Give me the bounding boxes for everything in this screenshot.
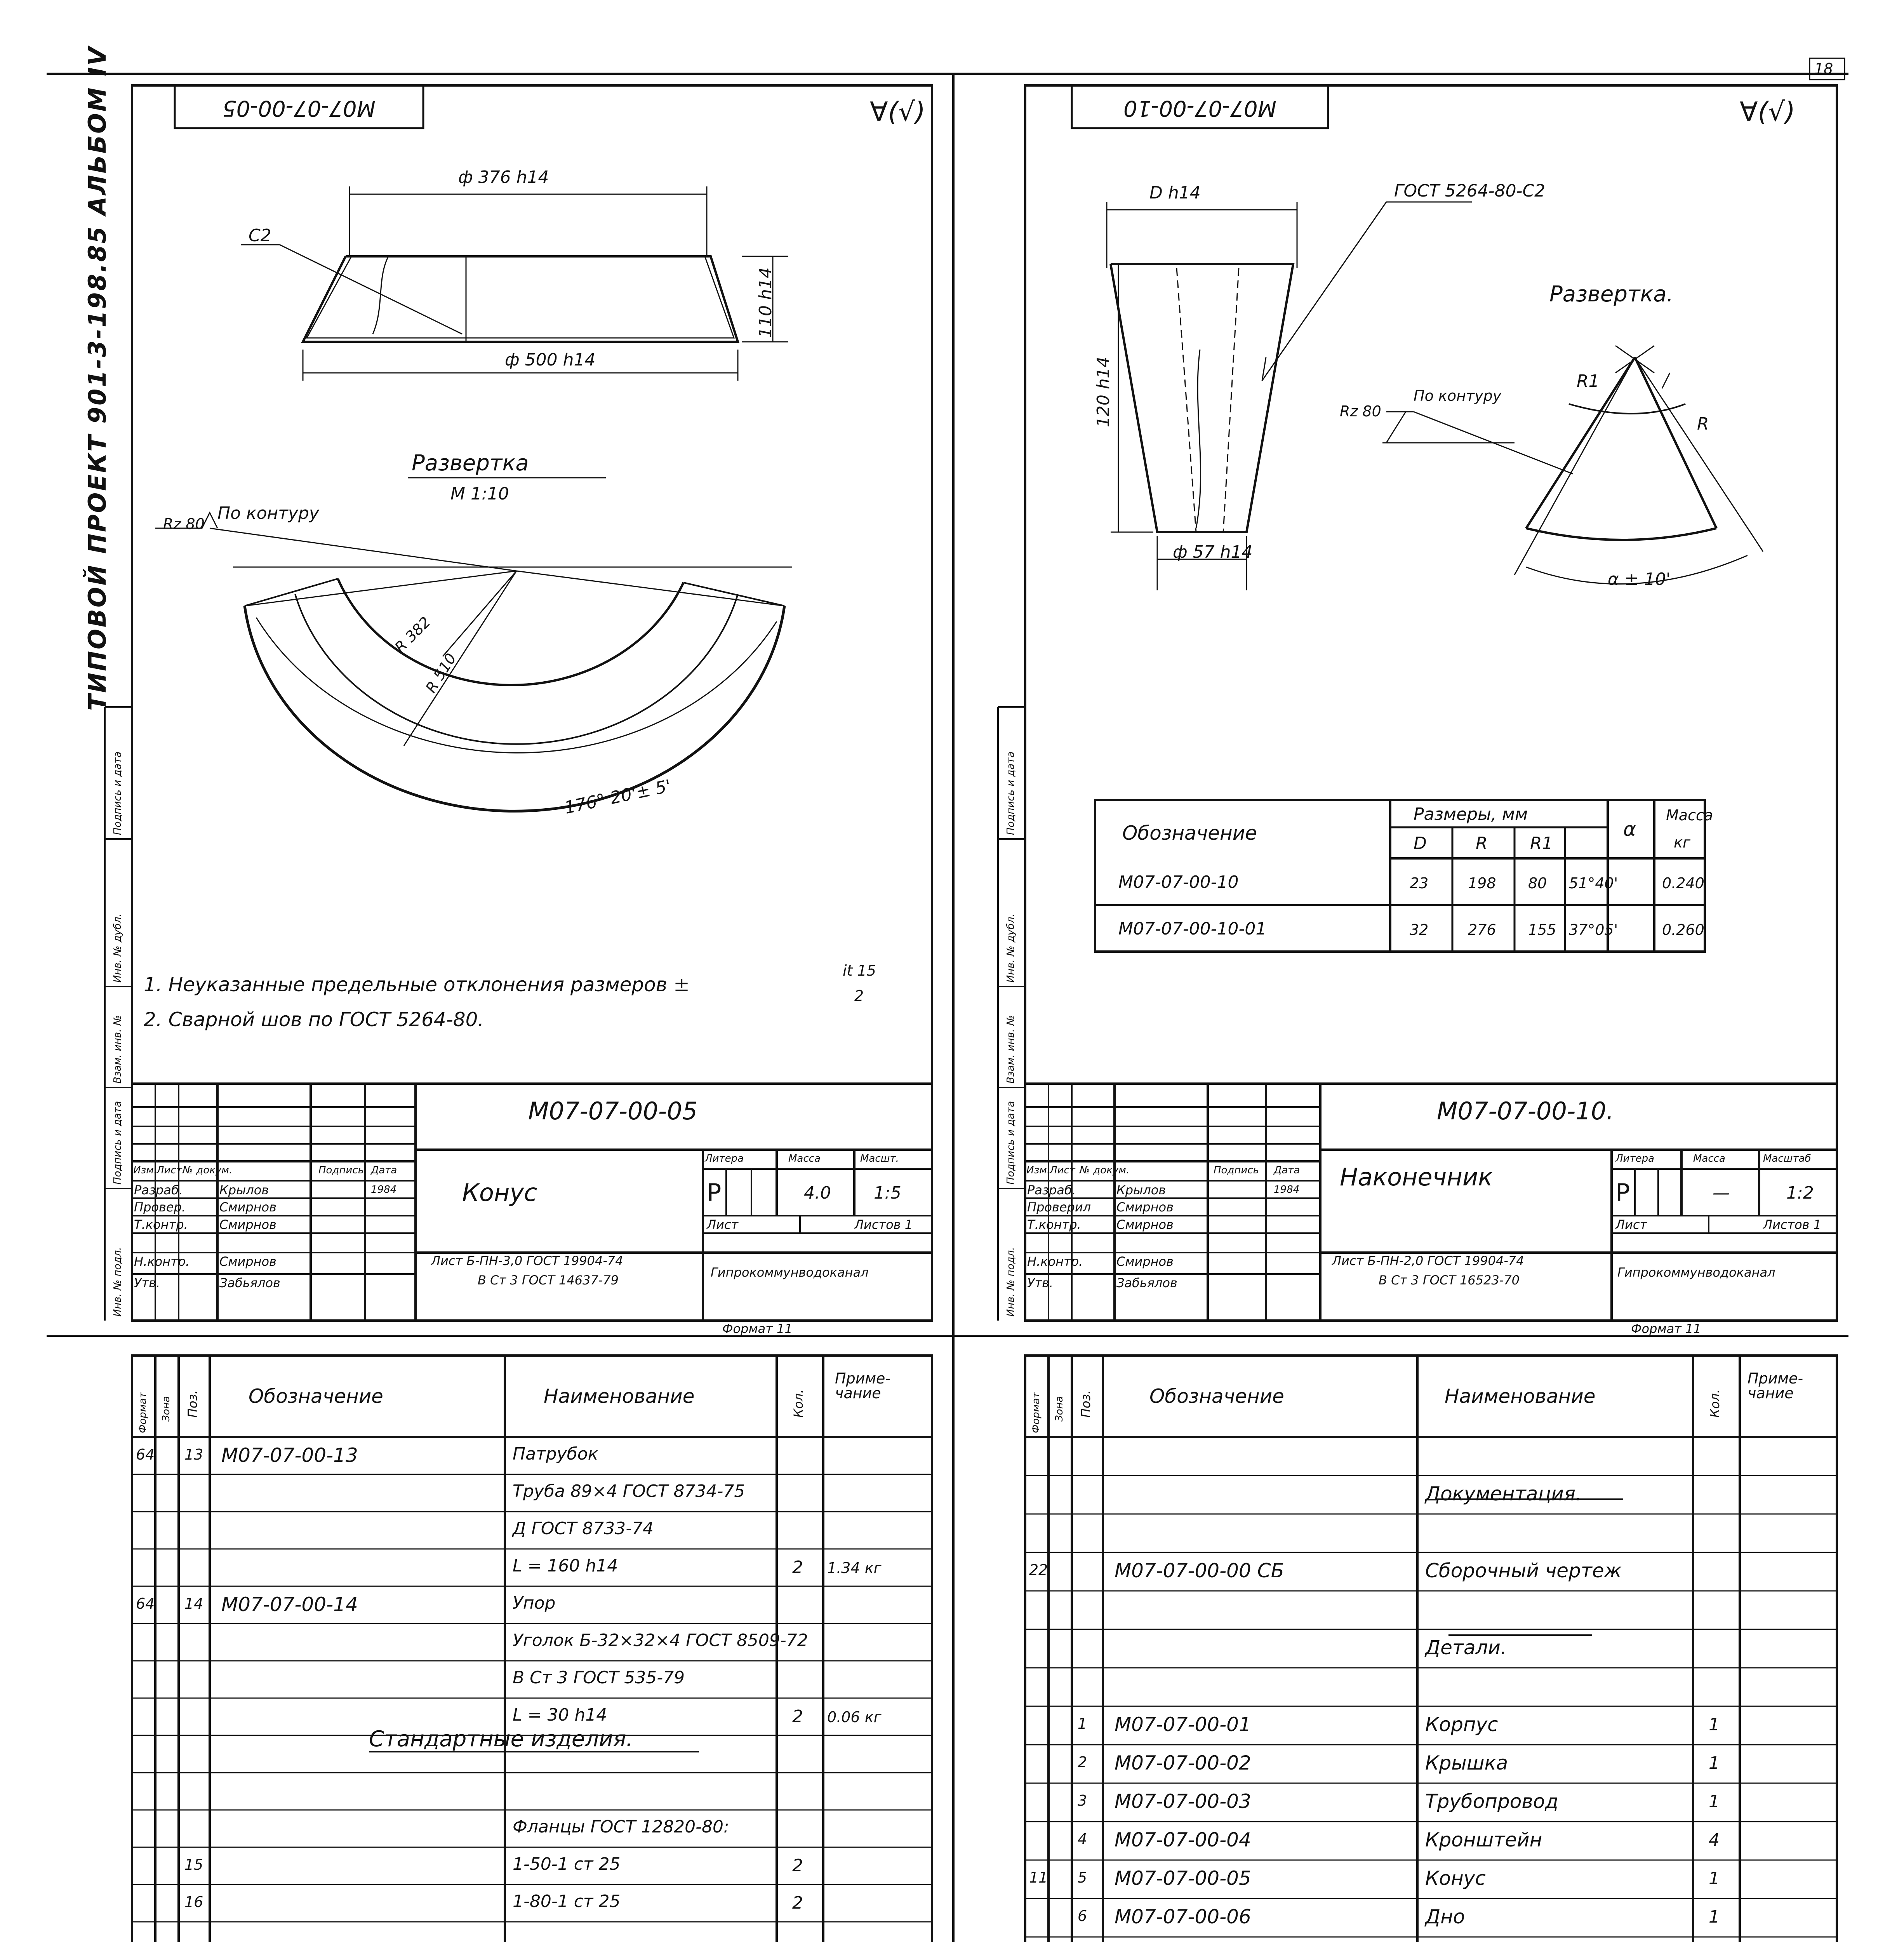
tl-tb-material-2: В Ст 3 ГОСТ 14637-79 [478, 1273, 619, 1288]
bl-h-designation: Обозначение [249, 1385, 383, 1408]
spec-bl-row-7-note: 0.06 кг [827, 1709, 882, 1726]
tr-dim-bottom: ф 57 h14 [1173, 542, 1253, 562]
tl-tb-name: Конус [462, 1178, 537, 1207]
spec-br-row-7-pos: 1 [1078, 1715, 1087, 1732]
tl-tb-material-1: Лист Б-ПН-3,0 ГОСТ 19904-74 [431, 1253, 623, 1268]
tl-tb-code: М07-07-00-05 [528, 1097, 698, 1125]
tr-tb-material-2: В Ст 3 ГОСТ 16523-70 [1379, 1273, 1520, 1288]
tl-roughness-symbol: ∀(√) [870, 97, 925, 127]
tl-tb-scale: 1:5 [874, 1183, 901, 1203]
tl-tb-lit: Р [707, 1178, 722, 1207]
tr-tb-h-date: Дата [1274, 1164, 1300, 1176]
tr-tb-h-list: Лист [1050, 1164, 1075, 1176]
bl-section-std: Стандартные изделия. [369, 1726, 633, 1752]
spec-bl-row-11-name: 1-50-1 ст 25 [513, 1854, 621, 1874]
br-h-format: Формат [1030, 1392, 1042, 1433]
tr-tb-mass: — [1713, 1183, 1730, 1203]
spec-bl-row-1-name: Труба 89×4 ГОСТ 8734-75 [513, 1481, 745, 1501]
tr-tb-h-sign: Подпись [1214, 1164, 1259, 1176]
tl-angle: 176° 20'± 5' [563, 776, 673, 818]
tr-tb-sheet-head: Лист [1615, 1217, 1647, 1232]
tr-tb-role-1: Проверил [1027, 1200, 1091, 1215]
tr-dim-height: 120 h14 [1094, 357, 1113, 427]
spec-br-row-11-designation: М07-07-00-05 [1115, 1867, 1251, 1890]
tr-tb-name-0: Крылов [1116, 1183, 1166, 1197]
bl-h-pos: Поз. [185, 1390, 200, 1418]
tl-radius-510: R 510 [422, 650, 460, 696]
spec-br-row-10-pos: 4 [1078, 1831, 1087, 1848]
tr-tb-lit: Р [1615, 1178, 1630, 1207]
tl-note-2: 2. Сварной шов по ГОСТ 5264-80. [144, 1008, 484, 1031]
bl-h-zone: Зона [160, 1396, 172, 1422]
spec-br-row-8-designation: М07-07-00-02 [1115, 1752, 1251, 1774]
spec-bl-row-4-name: Упор [513, 1593, 556, 1613]
tl-contour: По контуру [217, 503, 319, 523]
tl-tb-lit-head: Литера [705, 1153, 744, 1164]
spec-bl-row-11-qty: 2 [792, 1856, 803, 1876]
tr-table-h-r: R [1476, 834, 1488, 853]
spec-br-row-10-name: Кронштейн [1425, 1829, 1542, 1851]
spec-br-row-7-name: Корпус [1425, 1713, 1498, 1736]
spec-br-row-12-designation: М07-07-00-06 [1115, 1905, 1251, 1928]
tr-contour: По контуру [1414, 387, 1502, 404]
spec-br-row-7-qty: 1 [1709, 1715, 1720, 1735]
spec-br-row-11-pos: 5 [1078, 1869, 1087, 1886]
side-label-dubl-tl: Инв. № дубл. [112, 914, 123, 983]
tr-tb-org: Гипрокоммунводоканал [1617, 1265, 1775, 1280]
tr-tb-role-3: Н.контр. [1027, 1254, 1083, 1269]
spec-br-row-8-pos: 2 [1078, 1754, 1087, 1771]
spec-bl-row-0-name: Патрубок [513, 1444, 598, 1464]
tl-dim-seam: С2 [249, 226, 271, 245]
spec-bl-row-0-designation: М07-07-00-13 [221, 1444, 358, 1467]
spec-bl-row-3-qty: 2 [792, 1557, 803, 1577]
side-label-sign2-tr: Подпись и дата [1005, 751, 1017, 835]
spec-bl-row-4-designation: М07-07-00-14 [221, 1593, 358, 1616]
tr-tb-h-doc: № докум. [1080, 1164, 1130, 1176]
tl-tb-date-0: 1984 [371, 1184, 397, 1195]
tl-tb-sheet-head: Лист [707, 1217, 739, 1232]
tl-tb-name-3: Смирнов [219, 1254, 276, 1269]
side-label-vzam-tl: Взам. инв. № [112, 1015, 123, 1084]
tr-tb-h-izm: Изм. [1026, 1164, 1050, 1176]
spec-bl-row-3-note: 1.34 кг [827, 1559, 882, 1577]
tl-format: Формат 11 [722, 1321, 793, 1336]
spec-br-row-7-designation: М07-07-00-01 [1115, 1713, 1251, 1736]
tr-table-h-alpha: α [1623, 818, 1636, 840]
tl-radius-382: R 382 [391, 613, 434, 656]
spec-bl-row-12-pos: 16 [184, 1893, 203, 1911]
tl-razv-scale: М 1:10 [450, 484, 509, 504]
tl-tb-name-4: Забьялов [219, 1276, 280, 1290]
tl-tb-role-4: Утв. [134, 1276, 160, 1290]
spec-bl-row-4-pos: 14 [184, 1595, 203, 1612]
cone-development [155, 478, 792, 811]
tr-table-row1-code: М07-07-00-10-01 [1118, 919, 1267, 939]
spec-br-row-9-pos: 3 [1078, 1792, 1087, 1809]
spec-br-row-9-designation: М07-07-00-03 [1115, 1790, 1251, 1813]
spec-br-row-10-qty: 4 [1709, 1830, 1720, 1850]
br-h-name: Наименование [1445, 1385, 1596, 1408]
spec-br-row-11-qty: 1 [1709, 1869, 1720, 1888]
tr-tb-name: Наконечник [1340, 1163, 1493, 1191]
tl-tb-org: Гипрокоммунводоканал [711, 1265, 869, 1280]
tr-table-row0-r1: 80 [1528, 875, 1547, 892]
spec-bl-row-7-name: L = 30 h14 [513, 1705, 607, 1725]
spec-bl-row-7-qty: 2 [792, 1707, 803, 1726]
tr-table-row0-mass: 0.240 [1662, 875, 1704, 892]
spec-br-row-1-name: Документация. [1425, 1483, 1582, 1505]
spec-bl-row-5-name: Уголок Б-32×32×4 ГОСТ 8509-72 [513, 1631, 808, 1650]
tr-tb-lit-head: Литера [1615, 1153, 1655, 1164]
spec-br-row-12-qty: 1 [1709, 1907, 1720, 1927]
album-title: ТИПОВОЙ ПРОЕКТ 901-3-198.85 АЛЬБОМ IV [83, 45, 111, 711]
tl-dim-height: 110 h14 [756, 267, 776, 338]
bl-h-note: Приме-чание [835, 1370, 891, 1402]
tr-dim-top: D h14 [1149, 183, 1201, 203]
tl-tb-name-1: Смирнов [219, 1200, 276, 1215]
tr-tb-name-3: Смирнов [1116, 1254, 1174, 1269]
tl-tb-h-list: Лист [156, 1164, 182, 1176]
br-h-pos: Поз. [1078, 1390, 1093, 1418]
spec-bl-row-12-qty: 2 [792, 1893, 803, 1913]
tr-table-row1-r1: 155 [1528, 921, 1556, 938]
tl-note-1: 1. Неуказанные предельные отклонения размеров ± [144, 973, 690, 996]
tr-tb-name-2: Смирнов [1116, 1217, 1174, 1232]
tl-tb-h-doc: № докум. [183, 1164, 233, 1176]
tr-tb-scale-head: Масштаб [1763, 1153, 1811, 1164]
bl-h-format: Формат [137, 1392, 149, 1433]
tr-tb-name-4: Забьялов [1116, 1276, 1177, 1290]
bl-h-qty: Кол. [791, 1389, 806, 1418]
br-h-zone: Зона [1054, 1396, 1065, 1422]
tl-note-frac-num: it 15 [843, 962, 876, 979]
br-h-qty: Кол. [1708, 1389, 1722, 1418]
side-label-inv-tl: Инв. № подл. [112, 1247, 123, 1317]
tr-table-h-sizes: Размеры, мм [1414, 804, 1528, 824]
tr-r1: R1 [1577, 371, 1600, 391]
spec-br-row-9-name: Трубопровод [1425, 1790, 1558, 1813]
tl-tb-sheets-head: Листов 1 [854, 1217, 913, 1232]
spec-bl-row-3-name: L = 160 h14 [513, 1556, 618, 1576]
tr-tb-role-2: Т.контр. [1027, 1217, 1081, 1232]
tr-table-h-designation: Обозначение [1122, 822, 1257, 844]
spec-br-row-12-name: Дно [1425, 1905, 1465, 1928]
spec-br-row-3-name: Сборочный чертеж [1425, 1559, 1622, 1582]
spec-br-row-12-pos: 6 [1078, 1907, 1087, 1925]
tr-tb-date-0: 1984 [1274, 1184, 1300, 1195]
tl-tb-role-3: Н.контр. [134, 1254, 190, 1269]
tl-tb-h-date: Дата [371, 1164, 397, 1176]
spec-br-row-5-name: Детали. [1425, 1636, 1507, 1659]
tr-table-row0-r: 198 [1468, 875, 1496, 892]
tr-razv-title: Развертка. [1549, 282, 1674, 307]
tr-table-row1-alpha: 37°05' [1569, 921, 1618, 938]
side-strips [105, 707, 1025, 1942]
tr-roughness-symbol: ∀(√) [1740, 97, 1795, 127]
tr-r: R [1697, 414, 1709, 434]
tr-tb-sheets-head: Листов 1 [1763, 1217, 1822, 1232]
side-label-dubl-tr: Инв. № дубл. [1005, 914, 1017, 983]
tr-dim-gost: ГОСТ 5264-80-С2 [1394, 181, 1546, 201]
spec-bl-row-4-format: 64 [136, 1595, 155, 1612]
tr-tb-role-4: Утв. [1027, 1276, 1054, 1290]
tl-tb-name-0: Крылов [219, 1183, 269, 1197]
br-h-designation: Обозначение [1149, 1385, 1284, 1408]
spec-br-row-8-qty: 1 [1709, 1753, 1720, 1773]
tl-tb-h-izm: Изм. [133, 1164, 157, 1176]
tr-table-row1-mass: 0.260 [1662, 921, 1704, 938]
tr-angle: α ± 10' [1608, 569, 1671, 589]
tr-table-row0-d: 23 [1410, 875, 1429, 892]
tr-stamp-code: М07-07-00-10 [1123, 96, 1276, 121]
spec-bl-row-0-pos: 13 [184, 1446, 203, 1463]
tr-table-row0-alpha: 51°40' [1569, 875, 1618, 892]
spec-br-row-11-format: 11 [1029, 1869, 1048, 1886]
spec-bl-row-11-pos: 15 [184, 1856, 203, 1873]
tl-tb-role-0: Разраб. [134, 1183, 183, 1197]
tl-tb-role-1: Провер. [134, 1200, 186, 1215]
spec-br-row-8-name: Крышка [1425, 1752, 1508, 1774]
side-label-vzam-tr: Взам. инв. № [1005, 1015, 1017, 1084]
tr-tb-scale: 1:2 [1786, 1183, 1814, 1203]
spec-br-row-10-designation: М07-07-00-04 [1115, 1829, 1251, 1851]
spec-bl-row-10-name: Фланцы ГОСТ 12820-80: [513, 1817, 729, 1837]
spec-bl-row-12-name: 1-80-1 ст 25 [513, 1892, 621, 1911]
tl-razv-title: Развертка [412, 451, 529, 476]
spec-br-row-3-format: 22 [1029, 1561, 1048, 1578]
side-label-sign-tl: Подпись и дата [112, 1101, 123, 1185]
tr-tb-mass-head: Масса [1693, 1153, 1725, 1164]
spec-bl-row-6-name: В Ст 3 ГОСТ 535-79 [513, 1668, 685, 1688]
tl-tb-name-2: Смирнов [219, 1217, 276, 1232]
tip-development [1382, 346, 1763, 584]
side-label-inv-tr: Инв. № подл. [1005, 1247, 1017, 1317]
tl-dim-top-dia: ф 376 h14 [458, 167, 549, 187]
tl-stamp-code: М07-07-00-05 [223, 96, 376, 121]
tl-tb-mass-head: Масса [788, 1153, 821, 1164]
bl-h-name: Наименование [544, 1385, 695, 1408]
br-h-note: Приме-чание [1748, 1370, 1803, 1402]
spec-br-row-3-designation: М07-07-00-00 СБ [1115, 1559, 1284, 1582]
tl-rz: Rz 80 [163, 515, 205, 532]
tl-note-frac-den: 2 [854, 987, 864, 1004]
tl-tb-mass: 4.0 [804, 1183, 831, 1203]
tr-tb-role-0: Разраб. [1027, 1183, 1076, 1197]
tr-table-row1-d: 32 [1410, 921, 1429, 938]
tl-tb-role-2: Т.контр. [134, 1217, 188, 1232]
side-label-sign-tr: Подпись и дата [1005, 1101, 1017, 1185]
tl-dim-bottom-dia: ф 500 h14 [505, 350, 596, 370]
spec-bl-row-0-format: 64 [136, 1446, 155, 1463]
side-label-sign2-tl: Подпись и дата [112, 751, 123, 835]
tr-format: Формат 11 [1631, 1321, 1701, 1336]
page-number: 18 [1814, 60, 1833, 77]
tr-tb-material-1: Лист Б-ПН-2,0 ГОСТ 19904-74 [1332, 1253, 1524, 1268]
tr-tb-name-1: Смирнов [1116, 1200, 1174, 1215]
spec-bl-row-2-name: Д ГОСТ 8733-74 [513, 1519, 654, 1538]
tl-tb-h-sign: Подпись [318, 1164, 364, 1176]
tr-table-h-d: D [1414, 834, 1427, 853]
spec-br-row-11-name: Конус [1425, 1867, 1486, 1890]
tr-table-h-r1: R1 [1530, 834, 1553, 853]
tr-rz: Rz 80 [1340, 403, 1381, 420]
tr-tb-code: М07-07-00-10. [1437, 1097, 1614, 1125]
tr-table-h-kg: кг [1674, 834, 1690, 851]
tr-table-row0-code: М07-07-00-10 [1118, 872, 1239, 892]
tl-tb-scale-head: Масшт. [860, 1153, 899, 1164]
spec-br-row-9-qty: 1 [1709, 1792, 1720, 1811]
tr-table-h-mass: Масса [1666, 807, 1713, 824]
tr-table-row1-r: 276 [1468, 921, 1496, 938]
